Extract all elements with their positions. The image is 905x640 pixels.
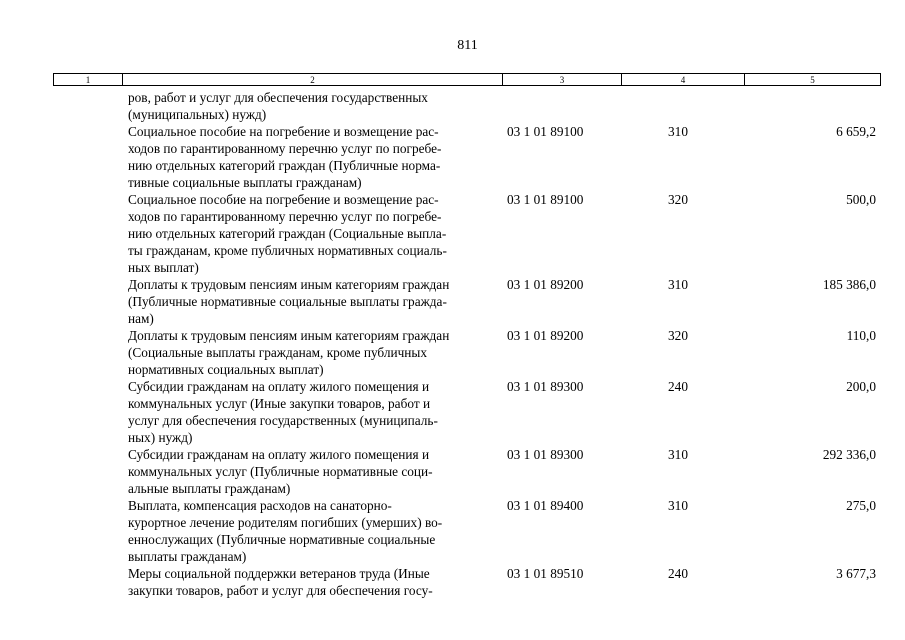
expense-name-line: Субсидии гражданам на оплату жилого помещения и: [128, 447, 430, 462]
target-article-code: 03 1 01 89200: [507, 277, 584, 292]
table-row: [0, 378, 905, 446]
expense-name: [128, 89, 500, 123]
expense-name-line: Выплата, компенсация расходов на санаторно-: [128, 498, 392, 513]
expense-name-line: нию отдельных категорий граждан (Социальные выпла-: [128, 226, 447, 241]
table-row: [0, 446, 905, 497]
expense-name: [128, 378, 500, 446]
expense-name-line: тивные социальные выплаты гражданам): [128, 175, 362, 190]
expense-name-line: альные выплаты гражданам): [128, 481, 291, 496]
target-article-code: 03 1 01 89300: [507, 447, 584, 462]
expense-name: [128, 191, 500, 276]
column-header-3: 3: [503, 74, 622, 86]
expense-name-line: ных) нужд): [128, 430, 193, 445]
amount: 6 659,2: [836, 124, 876, 139]
table-row: [0, 565, 905, 599]
expense-name-line: Доплаты к трудовым пенсиям иным категориям граждан: [128, 277, 450, 292]
expense-type-code: 310: [668, 498, 688, 513]
amount: 185 386,0: [822, 277, 876, 292]
expense-type-code: 320: [668, 192, 688, 207]
expense-type-code: 320: [668, 328, 688, 343]
column-header-5: 5: [745, 74, 881, 86]
expense-type-code: 240: [668, 379, 688, 394]
target-article-code: 03 1 01 89510: [507, 566, 584, 581]
expense-name-line: курортное лечение родителям погибших (умерших) во-: [128, 515, 443, 530]
target-article-code: 03 1 01 89100: [507, 124, 584, 139]
expense-name: [128, 446, 500, 497]
expense-name-line: нам): [128, 311, 154, 326]
page-number: 811: [457, 38, 478, 53]
table-row: [0, 276, 905, 327]
expense-name-line: Субсидии гражданам на оплату жилого помещения и: [128, 379, 430, 394]
expense-name-line: (Социальные выплаты гражданам, кроме публичных: [128, 345, 428, 360]
expense-name: [128, 327, 500, 378]
target-article-code: 03 1 01 89300: [507, 379, 584, 394]
target-article-code: 03 1 01 89200: [507, 328, 584, 343]
expense-name-line: Социальное пособие на погребение и возмещение рас-: [128, 124, 439, 139]
table-row: [0, 497, 905, 565]
expense-name-line: ходов по гарантированному перечню услуг по погребе-: [128, 209, 442, 224]
expense-name-line: ходов по гарантированному перечню услуг по погребе-: [128, 141, 442, 156]
budget-rows: [0, 89, 905, 599]
expense-name-line: выплаты гражданам): [128, 549, 247, 564]
expense-name-line: Меры социальной поддержки ветеранов труда (Иные: [128, 566, 430, 581]
expense-name-line: ров, работ и услуг для обеспечения государственных: [128, 90, 428, 105]
amount: 200,0: [846, 379, 876, 394]
column-header-1: 1: [54, 74, 123, 86]
expense-name-line: еннослужащих (Публичные нормативные социальные: [128, 532, 436, 547]
expense-name-line: Социальное пособие на погребение и возмещение рас-: [128, 192, 439, 207]
expense-name-line: коммунальных услуг (Публичные нормативные соци-: [128, 464, 433, 479]
amount: 110,0: [846, 328, 876, 343]
expense-name: [128, 497, 500, 565]
expense-name-line: Доплаты к трудовым пенсиям иным категориям граждан: [128, 328, 450, 343]
target-article-code: 03 1 01 89100: [507, 192, 584, 207]
expense-name-line: коммунальных услуг (Иные закупки товаров, работ и: [128, 396, 431, 411]
column-header-2: 2: [123, 74, 503, 86]
table-row: [0, 89, 905, 123]
expense-type-code: 310: [668, 277, 688, 292]
expense-name-line: нию отдельных категорий граждан (Публичные норма-: [128, 158, 441, 173]
expense-name-line: нормативных социальных выплат): [128, 362, 324, 377]
expense-name-line: (муниципальных) нужд): [128, 107, 267, 122]
expense-name-line: услуг для обеспечения государственных (муниципаль-: [128, 413, 438, 428]
expense-name: [128, 276, 500, 327]
target-article-code: 03 1 01 89400: [507, 498, 584, 513]
column-header-4: 4: [622, 74, 745, 86]
expense-type-code: 240: [668, 566, 688, 581]
expense-type-code: 310: [668, 124, 688, 139]
expense-type-code: 310: [668, 447, 688, 462]
amount: 275,0: [846, 498, 876, 513]
column-header-row: [54, 74, 881, 86]
table-row: [0, 123, 905, 191]
expense-name: [128, 123, 500, 191]
amount: 3 677,3: [836, 566, 876, 581]
amount: 500,0: [846, 192, 876, 207]
column-header-table: [53, 73, 881, 86]
amount: 292 336,0: [822, 447, 876, 462]
expense-name-line: ных выплат): [128, 260, 199, 275]
expense-name-line: (Публичные нормативные социальные выплаты гражда-: [128, 294, 447, 309]
table-row: [0, 327, 905, 378]
expense-name-line: закупки товаров, работ и услуг для обеспечения госу-: [128, 583, 433, 598]
table-row: [0, 191, 905, 276]
expense-name: [128, 565, 500, 599]
expense-name-line: ты гражданам, кроме публичных нормативных социаль-: [128, 243, 447, 258]
